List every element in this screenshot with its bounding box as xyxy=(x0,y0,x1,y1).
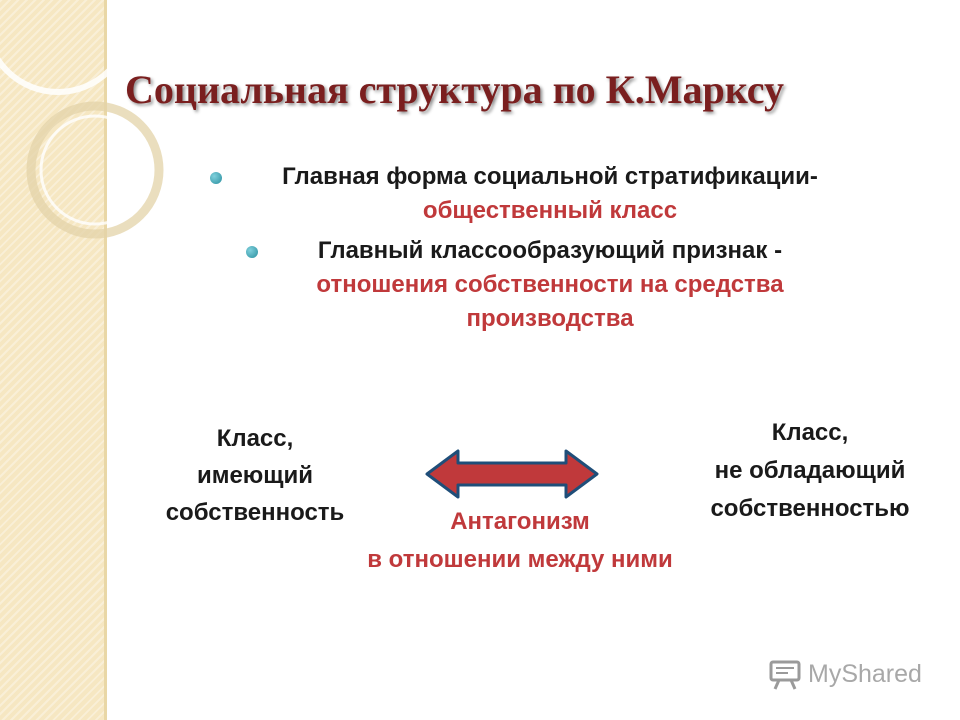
antagonism-caption xyxy=(300,503,740,579)
bullet-dot-icon xyxy=(210,172,222,184)
watermark-text: MyShared xyxy=(808,659,922,688)
bullet-highlight: отношения собственности на средства xyxy=(316,271,784,298)
class-label: собственность xyxy=(165,499,345,526)
bullet-highlight: общественный класс xyxy=(422,197,678,224)
watermark-logo xyxy=(768,656,922,692)
double-headed-arrow-icon xyxy=(424,448,600,500)
bullet-item xyxy=(190,234,910,336)
slide-title: Социальная структура по К.Марксу xyxy=(125,67,784,112)
class-label: Класс, xyxy=(771,419,849,446)
antagonism-label: Антагонизм xyxy=(450,508,590,535)
antagonism-label: в отношении между ними xyxy=(367,546,673,573)
class-label: не обладающий xyxy=(714,457,906,484)
bullet-highlight: производства xyxy=(466,305,634,332)
class-label: Класс, xyxy=(216,425,294,452)
bullet-dot-icon xyxy=(246,246,258,258)
bullet-text: Главный классообразующий признак - xyxy=(317,237,783,264)
bullet-text: Главная форма социальной стратификации- xyxy=(282,163,818,190)
class-label: имеющий xyxy=(196,462,314,489)
presentation-board-icon xyxy=(768,657,802,691)
class-label: собственностью xyxy=(710,495,910,522)
bullet-item xyxy=(190,160,910,228)
bullet-list xyxy=(190,160,910,342)
decorative-circles-icon xyxy=(0,0,200,280)
